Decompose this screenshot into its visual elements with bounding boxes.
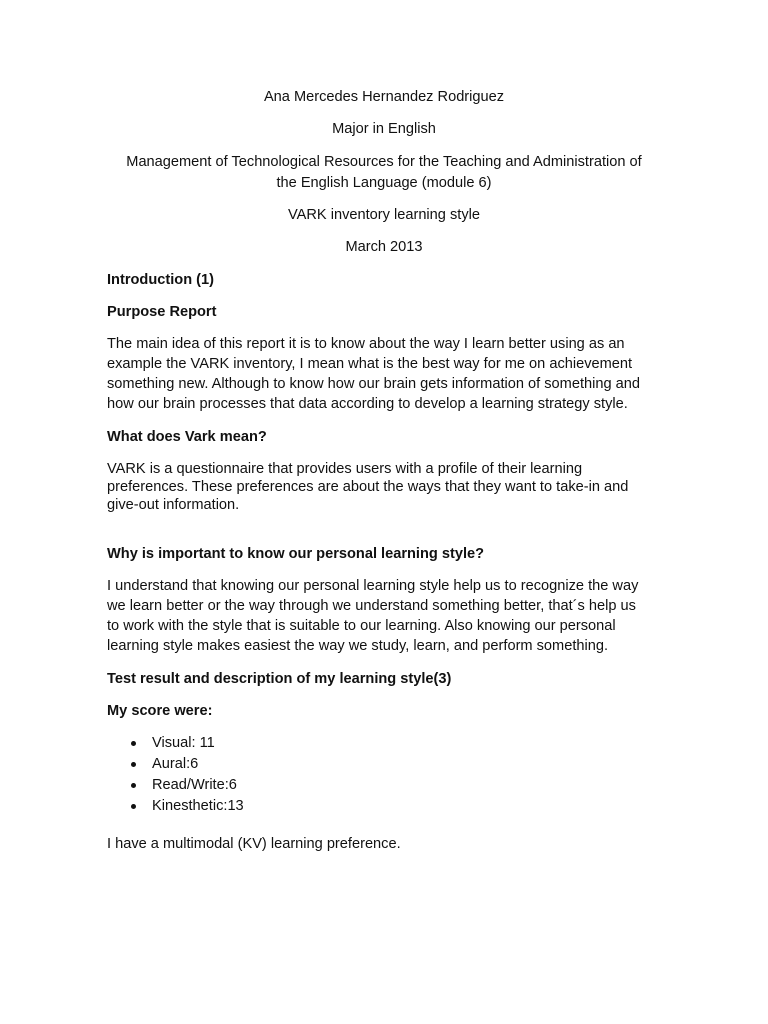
purpose-paragraph [107,334,667,414]
conclusion-text: I have a multimodal (KV) learning preference. [107,836,401,852]
bullet-icon [131,804,136,809]
purpose-line: how our brain processes that data according to develop a learning strategy style. [107,396,628,412]
score-kinesthetic: Kinesthetic:13 [152,798,244,814]
why-line: I understand that knowing our personal learning style help us to recognize the way [107,578,639,594]
list-item [107,754,244,775]
vark-line: preferences. These preferences are about the ways that they want to take-in and [107,479,629,495]
why-line: we learn better or the way through we understand something better, that´s help us [107,598,636,614]
vark-heading: What does Vark mean? [107,429,267,445]
why-paragraph [107,576,667,656]
why-heading: Why is important to know our personal learning style? [107,546,485,562]
major: Major in English [332,121,436,137]
score-aural: Aural:6 [152,756,199,772]
bullet-icon [131,762,136,767]
score-heading: My score were: [107,703,213,719]
list-item [107,775,244,796]
author-name: Ana Mercedes Hernandez Rodriguez [263,89,505,105]
score-list [107,733,244,817]
course-title-line-2: the English Language (module 6) [276,175,492,191]
score-visual: Visual: 11 [152,735,215,751]
list-item [107,733,244,754]
vark-line: give-out information. [107,497,240,513]
purpose-line: The main idea of this report it is to know about the way I learn better using as an [107,336,625,352]
bullet-icon [131,741,136,746]
course-title-line-1: Management of Technological Resources for the Teaching and Administration of [126,154,642,170]
purpose-heading: Purpose Report [107,304,217,320]
purpose-line: something new. Although to know how our brain gets information of something and [107,376,640,392]
why-line: to work with the style that is suitable to our learning. Also knowing our personal [107,618,616,634]
bullet-icon [131,783,136,788]
why-line: learning style makes easiest the way we study, learn, and perform something. [107,638,609,654]
document-date: March 2013 [345,239,423,255]
vark-line: VARK is a questionnaire that provides users with a profile of their learning [107,461,583,477]
introduction-heading: Introduction (1) [107,272,215,288]
document-subject: VARK inventory learning style [288,207,480,223]
result-heading: Test result and description of my learning style(3) [107,671,452,687]
score-read-write: Read/Write:6 [152,777,237,793]
vark-paragraph [107,460,667,514]
purpose-line: example the VARK inventory, I mean what is the best way for me on achievement [107,356,633,372]
list-item [107,796,244,817]
